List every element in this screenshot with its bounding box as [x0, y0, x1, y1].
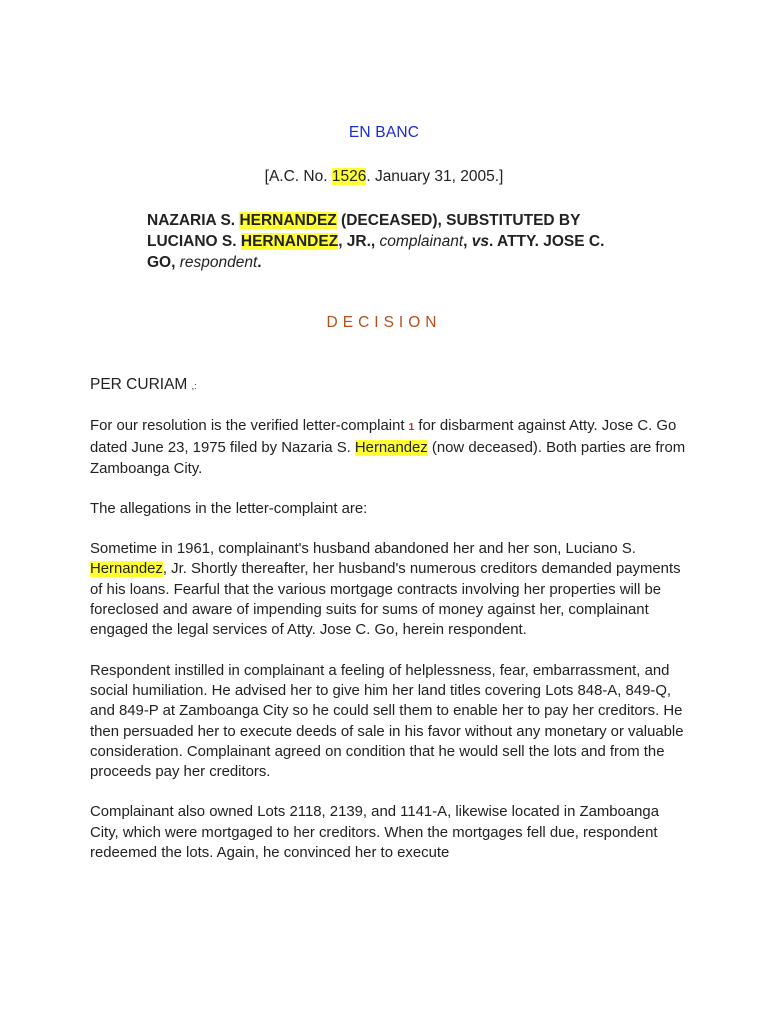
- per-curiam-colon: ,:: [191, 381, 197, 391]
- footnote-link[interactable]: 1: [408, 422, 415, 433]
- per-curiam-heading: [90, 376, 197, 394]
- name-highlight: Hernandez: [90, 561, 163, 578]
- paragraph: [90, 539, 690, 640]
- party-name-highlight: HERNANDEZ: [240, 233, 339, 250]
- paragraph: [90, 416, 690, 479]
- case-date: . January 31, 2005.]: [366, 168, 504, 185]
- versus-label: vs: [471, 233, 489, 250]
- case-number-highlight: 1526: [331, 168, 367, 185]
- decision-body: [90, 416, 690, 883]
- paragraph-text: For our resolution is the verified letter-complaint: [90, 418, 409, 434]
- party-text: NAZARIA S.: [147, 212, 240, 229]
- paragraph-text: Sometime in 1961, complainant's husband abandoned her and her son, Luciano S.: [90, 541, 636, 558]
- party-text: , JR.,: [338, 233, 380, 250]
- case-citation: [0, 168, 768, 186]
- court-division-heading: EN BANC: [348, 124, 420, 141]
- complainant-label: complainant: [379, 233, 464, 250]
- name-highlight: Hernandez: [354, 440, 428, 457]
- party-text: ,: [463, 233, 472, 250]
- case-prefix: [A.C. No.: [264, 168, 332, 185]
- decision-title: DECISION: [326, 314, 442, 331]
- party-name-highlight: HERNANDEZ: [239, 212, 337, 229]
- paragraph: Respondent instilled in complainant a feeling of helplessness, fear, embarrassment, and social humiliation. He advised her to give him her land titles covering Lots 848-A, 849-Q, and 849-P at Zamboanga City so he could sell them to enable her to pay her creditors. He then persuaded her to execute deeds of sale in his favor without any monetary or valuable consideration. Complainant agreed on condition that he would sell the lots and from the proceeds pay her creditors.: [90, 662, 684, 781]
- respondent-label: respondent: [179, 254, 258, 271]
- party-text: .: [257, 254, 262, 271]
- paragraph-text: for disbarment against Atty. Jose C. Go dated June 23, 1975 filed by Nazaria S.: [90, 418, 677, 457]
- party-text: (DECEASED), SUBSTITUTED BY LUCIANO S.: [147, 212, 581, 250]
- per-curiam-label: PER CURIAM: [90, 376, 188, 393]
- paragraph: Complainant also owned Lots 2118, 2139, and 1141-A, likewise located in Zamboanga City, which were mortgaged to her creditors. When the mortgages fell due, respondent redeemed the lots. Again, he convinced her to execute: [90, 804, 659, 862]
- paragraph: The allegations in the letter-complaint are:: [90, 500, 368, 517]
- party-text: . ATTY. JOSE C. GO,: [147, 233, 605, 271]
- paragraph-text: (now deceased). Both parties are from Zamboanga City.: [90, 440, 686, 477]
- case-parties: [147, 210, 617, 273]
- paragraph-text: , Jr. Shortly thereafter, her husband's numerous creditors demanded payments of his loans. Fearful that the various mortgage contracts involving her properties will be foreclosed and aware of impending suits for sums of money against her, complainant engaged the legal services of Atty. Jose C. Go, herein respondent.: [90, 561, 681, 639]
